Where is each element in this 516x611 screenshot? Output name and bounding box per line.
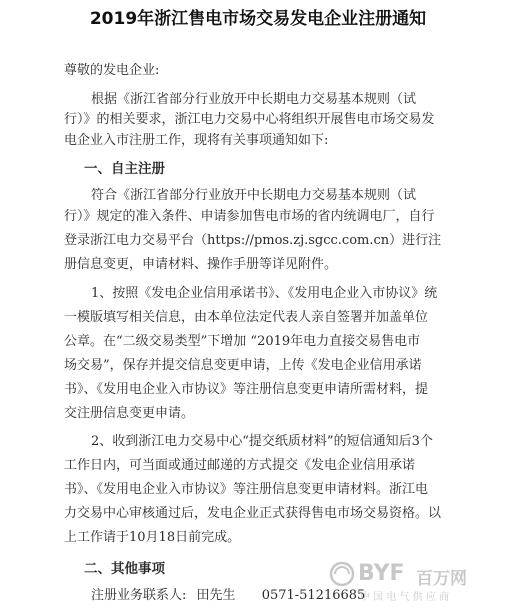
- s1-p3-line-4: 力交易中心审核通过后，发电企业正式获得售电市场交易资格。以: [64, 506, 442, 521]
- watermark-logo: [326, 559, 506, 603]
- s1-p2-line-6: 交注册信息变更申请。: [64, 406, 195, 421]
- s1-p3-line-3: 书》、《发用电企业入市协议》等注册信息变更申请材料。浙江电: [64, 482, 429, 497]
- s1-p2-line-4: 场交易”，保存并提交信息变更申请，上传《发电企业信用承诺: [64, 358, 422, 373]
- s1-p1-line-1: 符合《浙江省部分行业放开中长期电力交易基本规则（试: [91, 188, 417, 203]
- s1-p3-line-5: 上工作请于10月18日前完成。: [64, 530, 241, 545]
- s1-p1-line-2: 行）》规定的准入条件、申请参加售电市场的省内统调电厂，自行: [64, 209, 435, 224]
- contact-name: 田先生: [196, 588, 236, 603]
- intro-line-3: 电企业入市注册工作，现将有关事项通知如下:: [64, 133, 329, 148]
- watermark-tagline: 中 国 电 气 供 应 商: [360, 592, 450, 603]
- contact-line: [91, 587, 365, 605]
- s1-p2-line-2: 一模版填写相关信息，由本单位法定代表人亲自签署并加盖单位: [64, 310, 429, 325]
- s1-p2-line-1: 1、按照《发电企业信用承诺书》、《发用电企业入市协议》统: [91, 286, 438, 301]
- contact-label: 注册业务联系人:: [91, 588, 187, 603]
- intro-line-2: 行）》的相关要求，浙江电力交易中心将组织开展售电市场交易发: [64, 112, 435, 127]
- s1-p2-line-5: 书》、《发用电企业入市协议》等注册信息变更申请所需材料，提: [64, 382, 429, 397]
- contact-phone: 0571-51216685: [261, 588, 366, 603]
- s1-p2-line-3: 公章。在“二级交易类型”下增加 “2019年电力直接交易售电市: [64, 334, 421, 349]
- intro-line-1: 根据《浙江省部分行业放开中长期电力交易基本规则（试: [91, 92, 417, 107]
- section-heading-self-registration: 一、自主注册: [84, 161, 165, 177]
- watermark-cn-brand: 百万网: [416, 569, 467, 589]
- s1-p3-line-2: 工作日内，可当面或通过邮递的方式提交《发电企业信用承诺: [64, 458, 416, 473]
- section-heading-other-matters: 二、其他事项: [84, 561, 165, 577]
- s1-p1-line-4: 册信息变更，申请材料、操作手册等详见附件。: [64, 257, 338, 272]
- greeting: 尊敬的发电企业:: [64, 63, 160, 78]
- page-title: 2019年浙江售电市场交易发电企业注册通知: [89, 9, 427, 29]
- watermark-brand: BYF: [358, 561, 405, 586]
- s1-p3-line-1: 2、收到浙江电力交易中心“提交纸质材料”的短信通知后3个: [91, 434, 433, 449]
- s1-p1-line-3: 登录浙江电力交易平台（https://pmos.zj.sgcc.com.cn）进行注: [64, 233, 442, 248]
